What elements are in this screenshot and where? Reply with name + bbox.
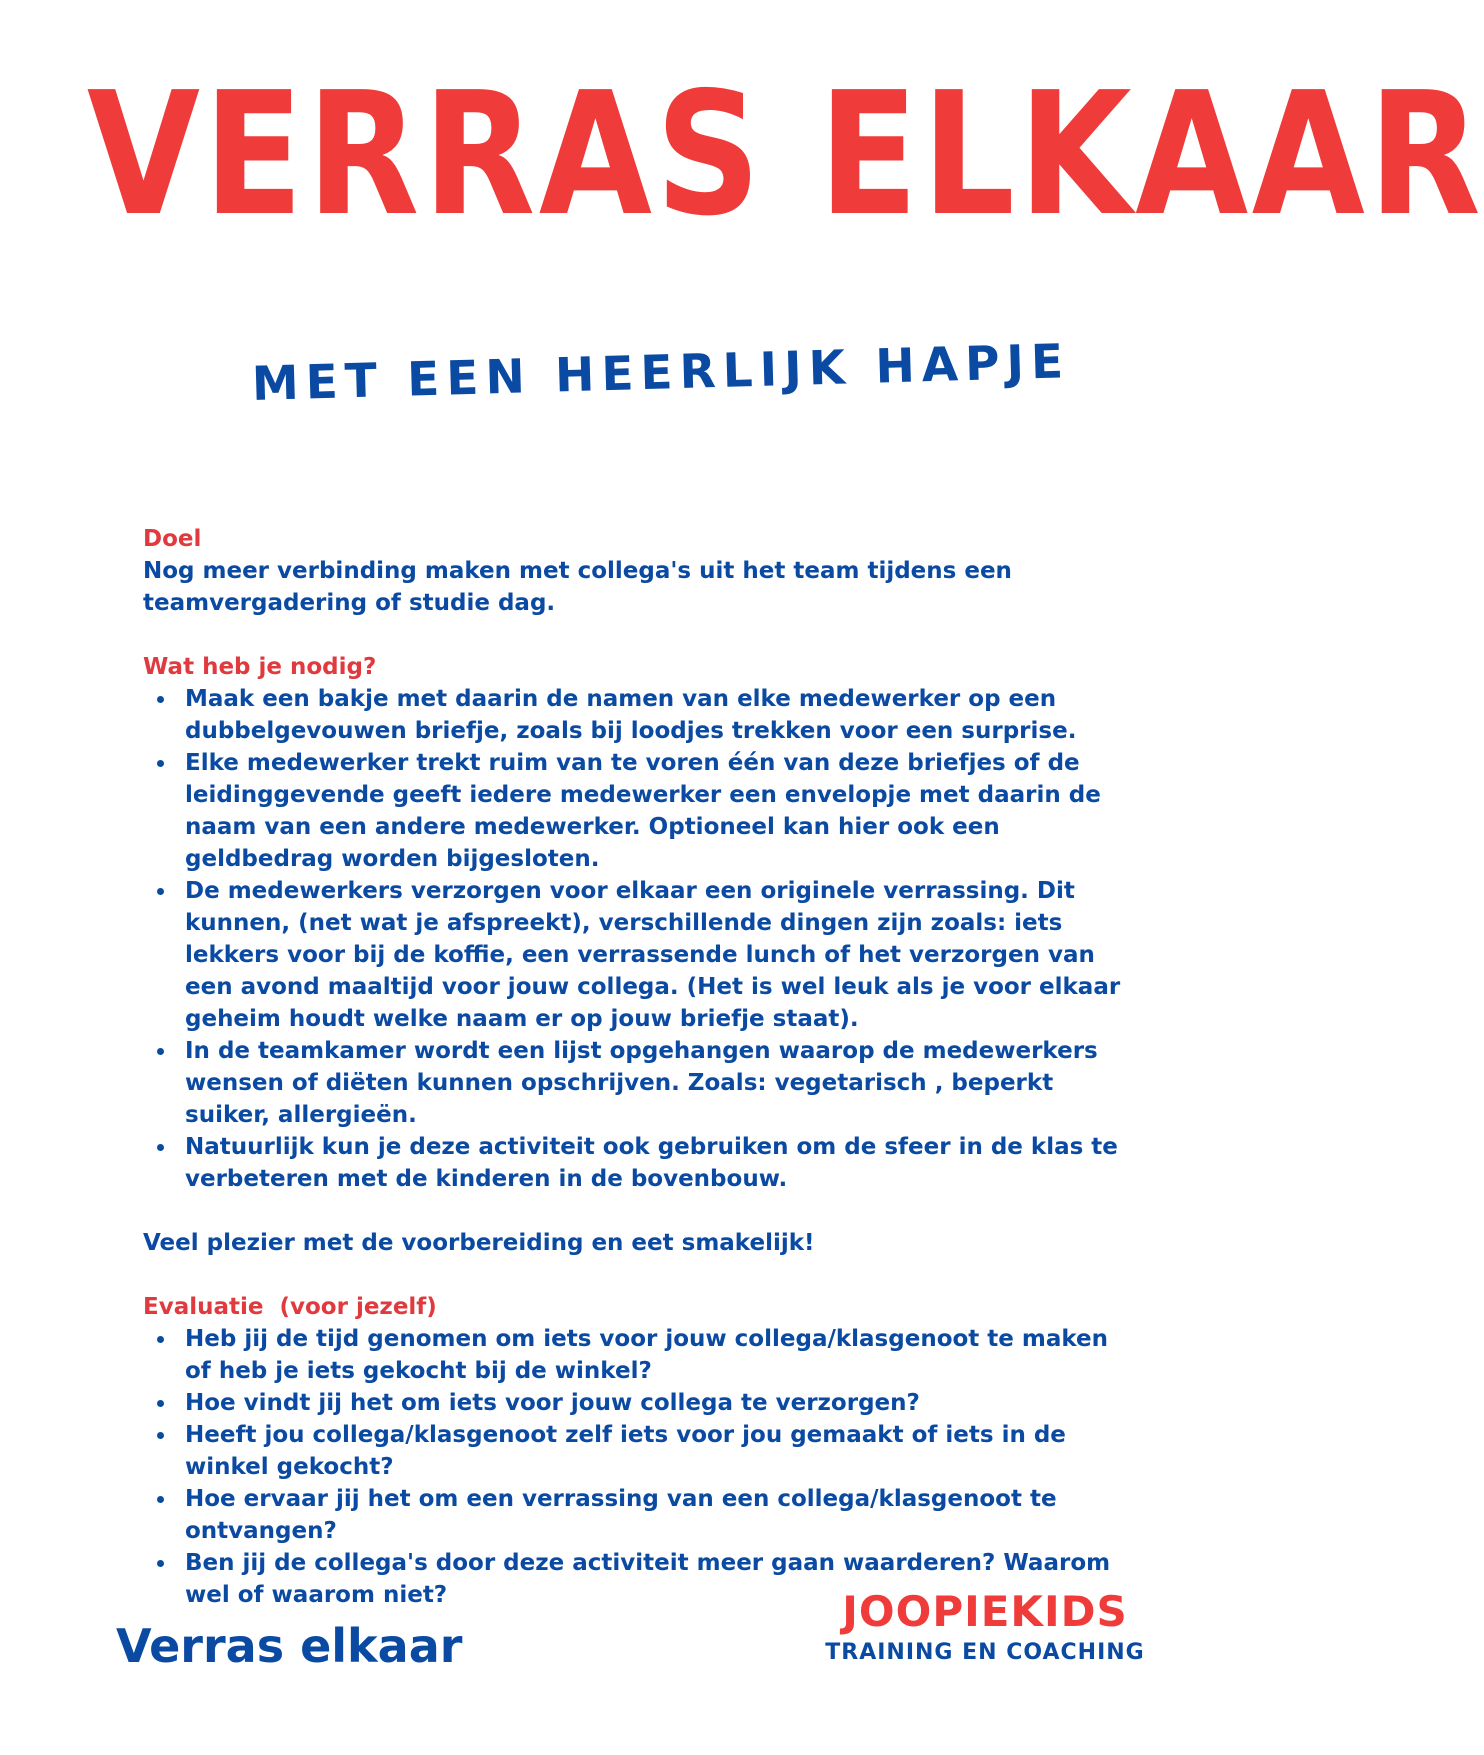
evaluation-list-item: Ben jij de collega's door deze activiteit meer gaan waarderen? Waarom wel of waarom niet? (185, 1547, 1133, 1611)
evaluation-list-item: Heb jij de tijd genomen om iets voor jouw collega/klasgenoot te maken of heb je iets gekocht bij de winkel? (185, 1323, 1133, 1387)
evaluation-list-item: Hoe ervaar jij het om een verrassing van een collega/klasgenoot te ontvangen? (185, 1483, 1133, 1547)
footer-title: Verras elkaar (116, 1619, 463, 1673)
needs-list (143, 683, 1133, 1195)
main-title: VERRAS ELKAAR (86, 56, 1484, 254)
content-body (143, 523, 1133, 1611)
brand-tagline: TRAINING EN COACHING (825, 1640, 1145, 1665)
evaluation-list (143, 1323, 1133, 1611)
needs-list-item: Elke medewerker trekt ruim van te voren één van deze briefjes of de leidinggevende geeft iedere medewerker een envelopje met daarin de naam van een andere medewerker. Optioneel kan hier ook een geldbedrag worden bijgesloten. (185, 747, 1133, 875)
brand-name: JOOPIEKIDS (842, 1587, 1128, 1636)
needs-heading: Wat heb je nodig? (143, 654, 377, 680)
closing-text: Veel plezier met de voorbereiding en eet smakelijk! (143, 1230, 815, 1256)
needs-list-item: Maak een bakje met daarin de namen van elke medewerker op een dubbelgevouwen briefje, zoals bij loodjes trekken voor een surprise. (185, 683, 1133, 747)
evaluation-list-item: Heeft jou collega/klasgenoot zelf iets voor jou gemaakt of iets in de winkel gekocht? (185, 1419, 1133, 1483)
needs-list-item: In de teamkamer wordt een lijst opgehangen waarop de medewerkers wensen of diëten kunnen opschrijven. Zoals: vegetarisch , beperkt suiker, allergieën. (185, 1035, 1133, 1131)
evaluation-list-item: Hoe vindt jij het om iets voor jouw collega te verzorgen? (185, 1387, 1133, 1419)
evaluation-heading: Evaluatie (voor jezelf) (143, 1294, 437, 1320)
subtitle: MET EEN HEERLIJK HAPJE (251, 334, 1071, 412)
needs-list-item: De medewerkers verzorgen voor elkaar een originele verrassing. Dit kunnen, (net wat je afspreekt), verschillende dingen zijn zoals: iets lekkers voor bij de koffie, een verrassende lunch of het verzorgen van een avond maaltijd voor jouw collega. (Het is wel leuk als je voor elkaar geheim houdt welke naam er op jouw briefje staat). (185, 875, 1133, 1035)
brand-logo (820, 1586, 1150, 1668)
goal-text: Nog meer verbinding maken met collega's uit het team tijdens een teamvergadering of studie dag. (143, 558, 1012, 616)
needs-list-item: Natuurlijk kun je deze activiteit ook gebruiken om de sfeer in de klas te verbeteren met de kinderen in de bovenbouw. (185, 1131, 1133, 1195)
goal-heading: Doel (143, 526, 202, 552)
